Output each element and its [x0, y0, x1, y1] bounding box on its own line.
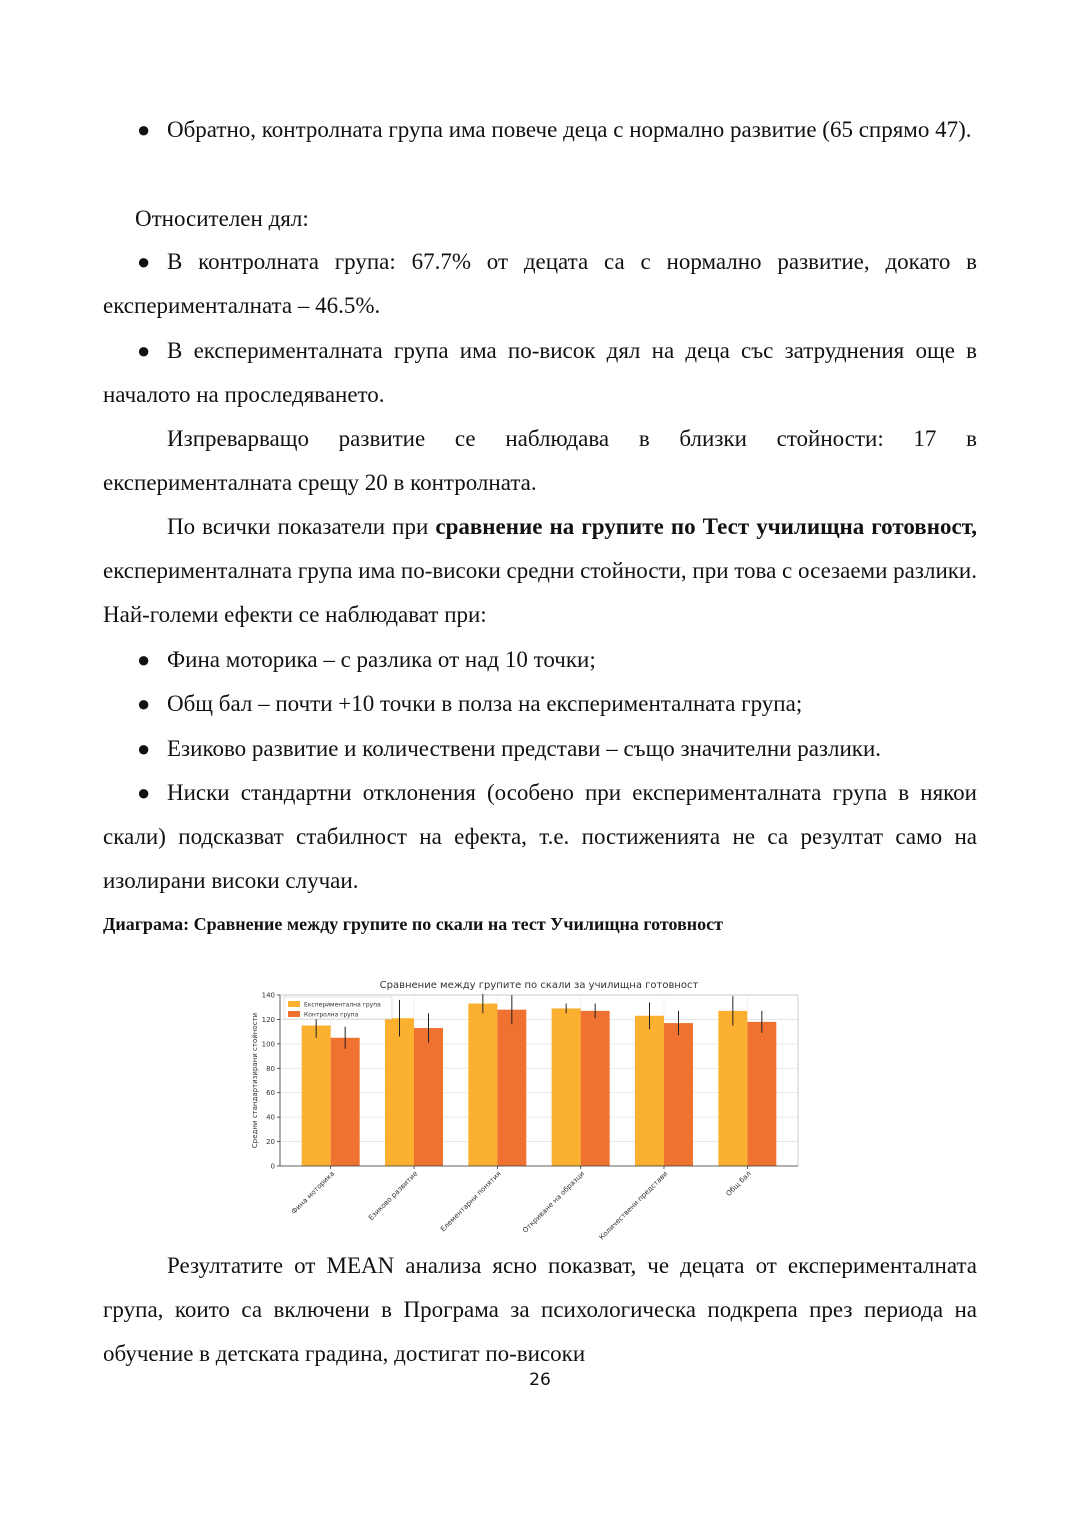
- bullet-text: В експерименталната група има по-висок дял на деца със затруднения още в началото на проследяването.: [103, 338, 977, 407]
- x-tick-label: Количествени представи: [597, 1169, 670, 1242]
- chart-title: Сравнение между групите по скали за училищна готовност: [379, 980, 699, 991]
- x-tick-label: Елементарни понятия: [439, 1169, 503, 1234]
- paragraph-advanced-development: Изпреварващо развитие се наблюдава в близки стойности: 17 в експерименталната срещу 20 в контролната.: [103, 426, 977, 495]
- bar: [385, 1018, 414, 1166]
- bullet-text: Общ бал – почти +10 точки в полза на експерименталната група;: [167, 691, 803, 716]
- y-tick-label: 60: [266, 1089, 275, 1098]
- bar: [497, 1010, 526, 1166]
- figure-caption: Диаграма: Сравнение между групите по скали на тест Училищна готовност: [103, 914, 723, 934]
- bullet-icon: ●: [137, 338, 151, 363]
- bullet-low-std-dev: [103, 771, 977, 903]
- y-tick-label: 100: [261, 1040, 275, 1049]
- y-tick-label: 140: [261, 991, 275, 1000]
- bar: [581, 1011, 610, 1166]
- bar: [747, 1022, 776, 1166]
- bullet-language-quantitative: [103, 727, 977, 771]
- bar: [664, 1023, 693, 1166]
- paragraph-mean-analysis: Резултатите от MEAN анализа ясно показват, че децата от експерименталната група, които са включени в Програма за психологическа подкрепа през периода на обучение в детската градина, достигат по-високи: [103, 1253, 977, 1366]
- paragraph-group-comparison: [103, 505, 977, 637]
- bullet-icon: ●: [137, 691, 151, 716]
- bar: [718, 1011, 747, 1166]
- x-tick-label: Фина моторика: [290, 1169, 337, 1216]
- y-tick-label: 40: [266, 1113, 275, 1122]
- bullet-experimental-difficulties: [103, 329, 977, 417]
- bullet-icon: ●: [137, 647, 151, 672]
- bullet-text: Обратно, контролната група има повече деца с нормално развитие (65 спрямо 47).: [167, 117, 972, 142]
- y-tick-label: 0: [270, 1162, 275, 1171]
- paragraph-bold-text: сравнение на групите по Тест училищна готовност,: [435, 514, 977, 539]
- bullet-text: Фина моторика – с разлика от над 10 точки;: [167, 647, 596, 672]
- bullet-fine-motor: [103, 638, 977, 682]
- bullet-total-score: [103, 682, 977, 726]
- y-tick-label: 20: [266, 1138, 275, 1147]
- y-axis-label: Средни стандартизирани стойности: [251, 1012, 259, 1149]
- bar: [414, 1028, 443, 1166]
- bullet-text: Ниски стандартни отклонения (особено при експерименталната група в някои скали) подсказват стабилност на ефекта, т.е. постиженията не са резултат само на изолирани високи случаи.: [103, 780, 977, 893]
- bullet-text: Езиково развитие и количествени представи – също значителни разлики.: [167, 736, 882, 761]
- bullet-control-percent: [103, 240, 977, 328]
- bullet-icon: ●: [137, 780, 151, 805]
- y-tick-label: 80: [266, 1064, 275, 1073]
- bar: [468, 1004, 497, 1166]
- bullet-text: В контролната група: 67.7% от децата са с нормално развитие, докато в експерименталната – 46.5%.: [103, 249, 977, 318]
- bullet-icon: ●: [137, 249, 151, 274]
- bullet-icon: ●: [137, 117, 151, 142]
- y-tick-label: 120: [261, 1015, 275, 1024]
- bullet-icon: ●: [137, 736, 151, 761]
- bar: [331, 1038, 360, 1166]
- bar: [552, 1008, 581, 1166]
- page-number: 26: [529, 1370, 551, 1390]
- legend-label: Експериментална група: [304, 1001, 381, 1009]
- legend-label: Контролна група: [304, 1011, 359, 1019]
- paragraph-text: По всички показатели при: [167, 514, 436, 539]
- legend-swatch: [288, 1001, 300, 1007]
- x-tick-label: Общ бал: [724, 1169, 753, 1198]
- x-tick-label: Езиково развитие: [367, 1169, 420, 1223]
- bar-chart: [230, 965, 810, 1250]
- bullet-control-more-normal: [103, 108, 977, 152]
- paragraph-relative-share: Относителен дял:: [135, 206, 309, 231]
- bar: [635, 1016, 664, 1166]
- x-tick-label: Откриване на образци: [521, 1169, 587, 1235]
- paragraph-text: експерименталната група има по-високи средни стойности, при това с осезаеми разлики. Най-големи ефекти се наблюдават при:: [103, 558, 977, 627]
- chart-svg: [230, 965, 810, 1250]
- legend-swatch: [288, 1011, 300, 1017]
- bar: [302, 1026, 331, 1166]
